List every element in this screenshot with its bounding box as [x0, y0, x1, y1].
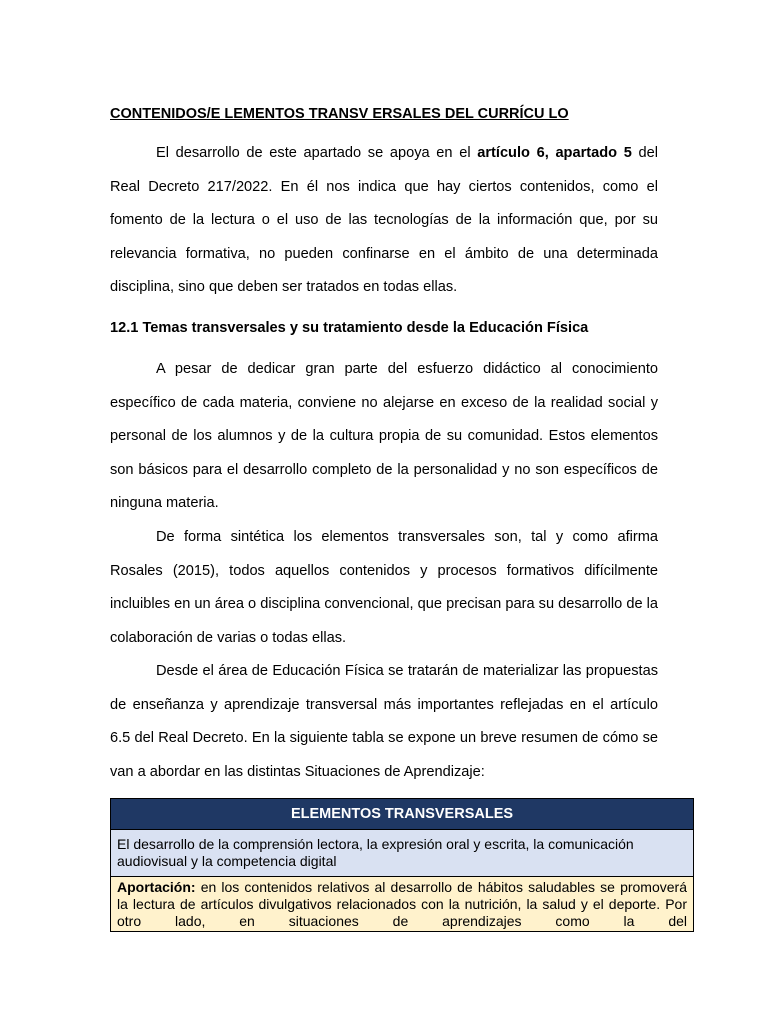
table-cell-element: El desarrollo de la comprensión lectora, la expresión oral y escrita, la comunicación audiovisual y la competencia digital: [111, 830, 694, 877]
body-paragraph: [110, 521, 658, 655]
subsection-heading: 12.1 Temas transversales y su tratamiento desde la Educación Física: [110, 320, 589, 336]
paragraph-text: Desde el área de Educación Física se tratarán de materializar las propuestas de enseñanza y aprendizaje transversal más importantes reflejadas en el artículo 6.5 del Real Decreto. En la siguiente tabla se expone un breve resumen de cómo se van a abordar en las distintas Situaciones de Aprendizaje:: [110, 663, 658, 780]
table-header-row: [111, 799, 694, 830]
table-row: [111, 830, 694, 877]
table-cell-contribution: [111, 877, 694, 932]
body-paragraph: [110, 655, 658, 789]
intro-paragraph: [110, 137, 658, 305]
table-header-cell: ELEMENTOS TRANSVERSALES: [111, 799, 694, 830]
table-row: [111, 877, 694, 932]
intro-bold-reference: artículo 6, apartado 5: [477, 145, 632, 161]
paragraph-text: De forma sintética los elementos transversales son, tal y como afirma Rosales (2015), todos aquellos contenidos y procesos formativos difícilmente incluibles en un área o disciplina convencional, que precisan para su desarrollo de la colaboración de varias o todas ellas.: [110, 529, 658, 646]
intro-text-start: El desarrollo de este apartado se apoya en el: [156, 145, 478, 161]
section-heading-text: CONTENIDOS/E LEMENTOS TRANSV ERSALES DEL CURRÍCU LO: [110, 106, 569, 122]
paragraph-text: A pesar de dedicar gran parte del esfuerzo didáctico al conocimiento específico de cada materia, conviene no alejarse en exceso de la realidad social y personal de los alumnos y de la cultura propia de su comunidad. Estos elementos son básicos para el desarrollo completo de la personalidad y no son específicos de ninguna materia.: [110, 361, 658, 512]
transversal-elements-table: [110, 798, 694, 932]
contribution-text: en los contenidos relativos al desarrollo de hábitos saludables se promoverá la lectura de artículos divulgativos relacionados con la nutrición, la salud y el deporte. Por otro lado, en situaciones de aprendizajes como la del: [117, 879, 687, 929]
contribution-label: Aportación:: [117, 879, 196, 895]
intro-text-end: del Real Decreto 217/2022. En él nos indica que hay ciertos contenidos, como el fomento de la lectura o el uso de las tecnologías de la información que, por su relevancia formativa, no pueden confinarse en el ámbito de una determinada disciplina, sino que deben ser tratados en todas ellas.: [110, 145, 658, 296]
section-heading: [110, 106, 658, 122]
body-paragraph: [110, 353, 658, 521]
